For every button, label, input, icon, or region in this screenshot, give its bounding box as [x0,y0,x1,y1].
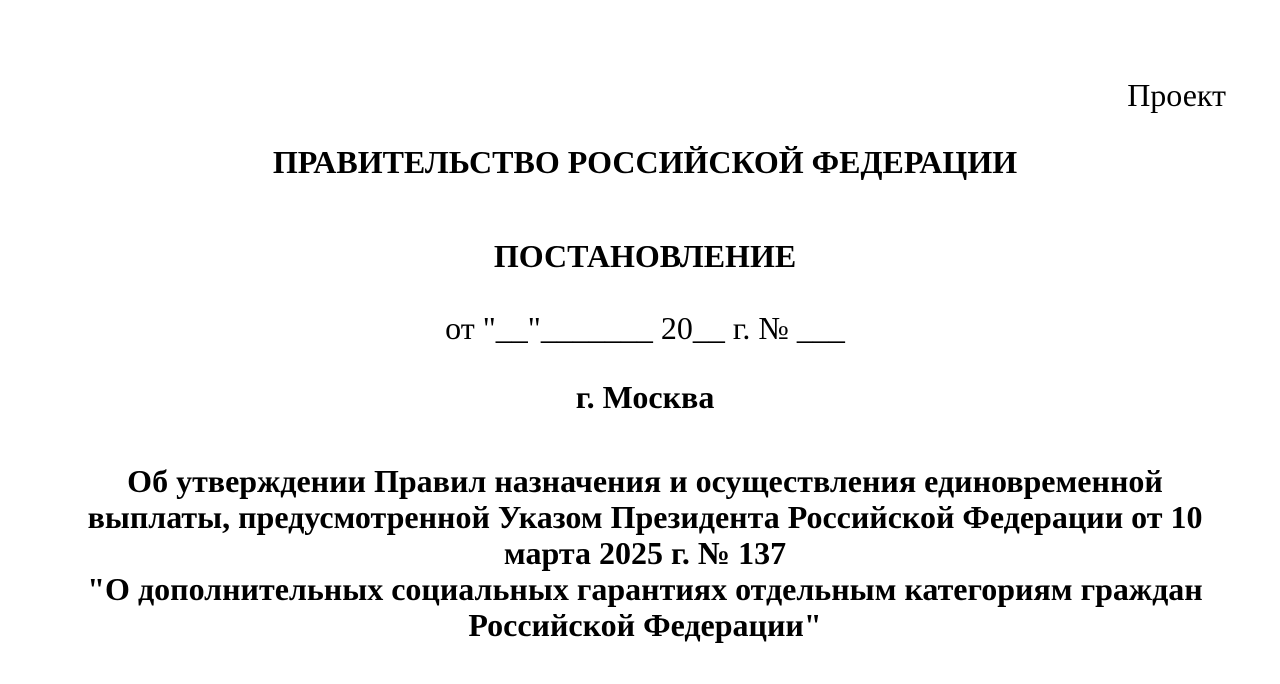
title-line: "О дополнительных социальных гарантиях отдельным категориям граждан [87,571,1203,607]
date-number-line: от "__"_______ 20__ г. № ___ [445,310,845,346]
document-title [0,463,1280,643]
draft-mark: Проект [1127,77,1226,113]
title-line: Об утверждении Правил назначения и осуществления единовременной [127,463,1163,499]
city-line: г. Москва [575,379,715,415]
title-line: марта 2025 г. № 137 [503,535,787,571]
document-type-heading: ПОСТАНОВЛЕНИЕ [493,238,797,274]
title-line: выплаты, предусмотренной Указом Президента Российской Федерации от 10 [87,499,1203,535]
title-line: Российской Федерации" [468,607,822,643]
government-heading: ПРАВИТЕЛЬСТВО РОССИЙСКОЙ ФЕДЕРАЦИИ [272,144,1018,180]
